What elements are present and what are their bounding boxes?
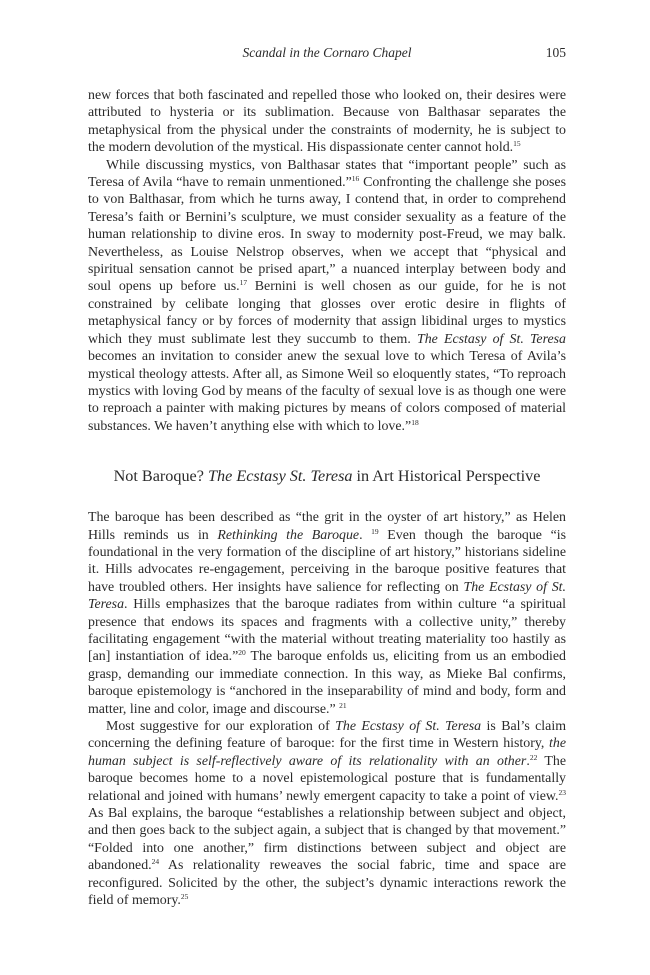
text-run: new forces that both fascinated and repelled those who looked on, their desires were attributed to hysteria or its sublimation. Because von Balthasar separates the metaphysical from the physical under the constraints of modernity, he is subject to the modern devolution of the mystical. His dispassionate center cannot hold. [88,88,566,156]
paragraph [88,718,566,909]
text-run: . [526,753,530,769]
italic-text: Rethinking the Baroque [217,527,360,543]
page-number: 105 [545,45,566,60]
text-run: Even though the baroque “is foundational in the very formation of the discipline of art history,” historians sideline it. Hills advocates re-engagement, perceiving in the baroque positive features that have troubled others. Her insights have salience for reflecting on [88,527,566,595]
italic-text: The Ecstasy of St. Teresa [335,719,482,734]
running-header [88,45,566,65]
text-run: While discussing mystics, von Balthasar states that “important people” such as Teresa of Avila “have to remain unmentioned.” [88,157,566,191]
footnote-marker: 23 [558,787,566,797]
text-run: . Hills emphasizes that the baroque radiates from within culture “a spiritual presence that endows its spaces and fragments with a collective unity,” thereby facilitating engagement “with the material without treating materiality too hastily as [an] instantiation of idea.” [88,597,566,665]
text-run: Bernini is well chosen as our guide, for he is not constrained by celibate longing that glosses over erotic desire in flights of metaphysical fancy or by forces of modernity that assign libidinal urges to mystics which they must sublimate lest they succumb to them. [88,279,566,347]
italic-text: The Ecstasy of St. Teresa [88,579,566,613]
footnote-marker: 22 [529,752,538,762]
text-run: The baroque has been described as “the grit in the oyster of art history,” as Helen Hills reminds us in [88,510,566,543]
text-run: Confronting the challenge she poses to von Balthasar, from which he turns away, I contend that, in order to comprehend Teresa’s faith or Bernini’s sculpture, we must consider sexuality as a feature of the human relationship to divine eros. In sway to modernity post-Freud, we may balk. Nevertheless, as Louise Nelstrop observes, when we accept that “physical and spiritual sensation cannot be prised apart,” a nuanced interplay between body and soul opens up before us. [88,175,566,295]
text-run: The baroque becomes home to a novel epistemological posture that is fundamentally relational and joined with humans’ newly emergent capacity to take a point of view. [88,753,566,804]
italic-text: the human subject is self-reflectively aware of its relationality with an other [88,736,566,769]
section-heading [88,466,566,486]
text-run: The baroque enfolds us, eliciting from us an embodied grasp, demanding our immediate connection. In this way, as Mieke Bal confirms, baroque epistemology is “anchored in the inseparability of mind and body, form and matter, line and color, image and discourse.” [88,649,566,717]
text-run: Not Baroque? [113,467,208,486]
text-run: . [359,527,372,543]
text-run: is Bal’s claim concerning the defining feature of baroque: for the first time in Western history, [88,719,566,752]
text-run: As relationality reweaves the social fabric, time and space are reconfigured. Solicited by the other, the subject’s dynamic interactions rework the field of memory. [88,858,566,909]
paragraph [88,87,566,157]
footnote-marker: 16 [351,174,360,184]
footnote-marker: 24 [151,857,160,867]
paragraph [88,157,566,436]
footnote-marker: 15 [513,139,521,149]
italic-text: The Ecstasy of St. Teresa [416,331,567,347]
italic-text: The Ecstasy St. Teresa [207,467,353,486]
text-run: becomes an invitation to consider anew the sexual love to which Teresa of Avila’s mystical theology attests. After all, as Simone Weil so eloquently states, “To reproach mystics with loving God by means of the faculty of sexual love is as though one were to reproach a painter with making pictures by means of colors composed of material substances. We haven’t anything else with which to love.” [88,349,566,434]
running-title: Scandal in the Cornaro Chapel [242,45,412,60]
section-before-heading [88,87,566,435]
footnote-marker: 25 [180,892,189,902]
section-after-heading [88,509,566,909]
footnote-marker: 19 [371,526,379,536]
footnote-marker: 20 [238,648,246,658]
footnote-marker: 17 [239,278,248,288]
footnote-marker: 21 [339,700,347,710]
paragraph [88,509,566,718]
body-text [88,87,566,909]
text-run: Most suggestive for our exploration of [106,719,336,734]
footnote-marker: 18 [411,417,419,427]
text-run: in Art Historical Perspective [352,467,541,486]
text-run: As Bal explains, the baroque “establishes a relationship between subject and object, and then goes back to the subject again, a subject that is changed by that movement.” “Folded into one another,” firm distinctions between subject and object are abandoned. [88,806,566,874]
